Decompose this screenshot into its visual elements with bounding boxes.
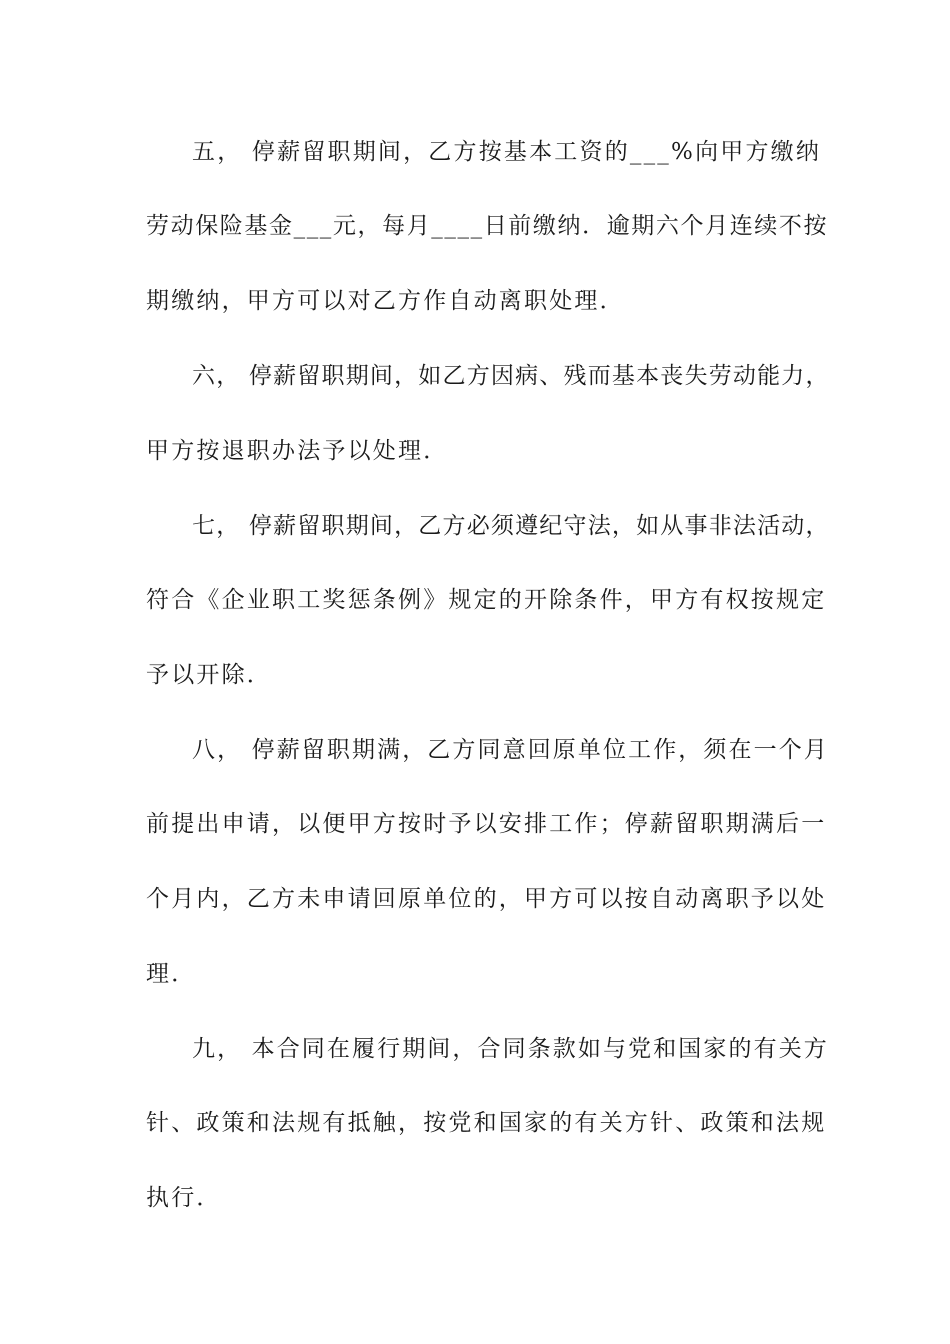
text-line: 劳动保险基金___元，每月____日前缴纳．逾期六个月连续不按 xyxy=(146,213,829,239)
text-line: 期缴纳，甲方可以对乙方作自动离职处理． xyxy=(146,288,625,314)
text-line: 八， 停薪留职期满，乙方同意回原单位工作，须在一个月 xyxy=(192,737,829,763)
text-line: 符合《企业职工奖惩条例》规定的开除条件，甲方有权按规定 xyxy=(146,587,827,613)
text-line: 执行． xyxy=(146,1185,222,1211)
text-line: 七， 停薪留职期间，乙方必须遵纪守法，如从事非法活动， xyxy=(192,513,830,539)
text-line: 前提出申请，以便甲方按时予以安排工作；停薪留职期满后一 xyxy=(146,811,827,837)
text-line: 理． xyxy=(146,961,197,987)
text-line: 予以开除． xyxy=(146,662,272,688)
text-line: 甲方按退职办法予以处理． xyxy=(146,438,449,464)
text-line: 五， 停薪留职期间，乙方按基本工资的___%向甲方缴纳 xyxy=(192,139,822,165)
text-line: 九， 本合同在履行期间，合同条款如与党和国家的有关方 xyxy=(192,1036,829,1062)
text-line: 针、政策和法规有抵触，按党和国家的有关方针、政策和法规 xyxy=(146,1110,827,1136)
text-line: 六， 停薪留职期间，如乙方因病、残而基本丧失劳动能力， xyxy=(192,363,830,389)
text-line: 个月内，乙方未申请回原单位的，甲方可以按自动离职予以处 xyxy=(146,886,827,912)
